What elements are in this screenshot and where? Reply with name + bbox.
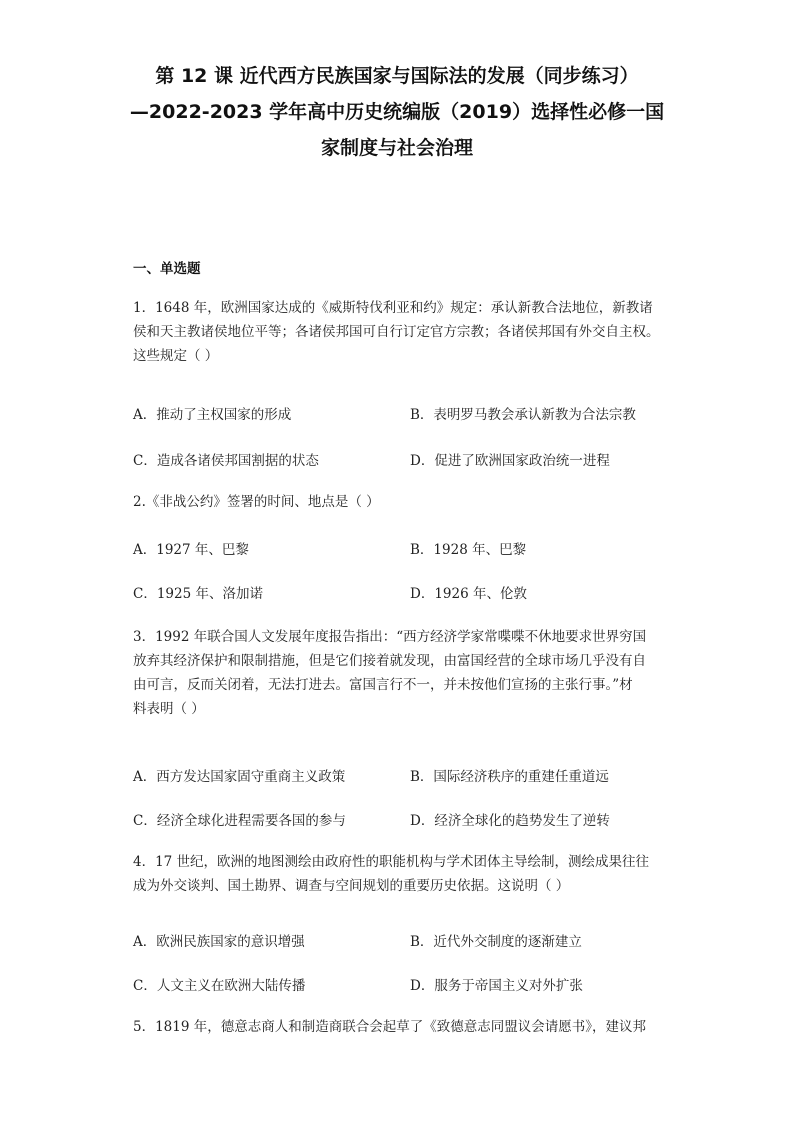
question-1-option-c[interactable]: C．造成各诸侯邦国割据的状态 bbox=[133, 453, 319, 469]
page-title bbox=[90, 58, 704, 166]
question-5-line-1: 5．1819 年，德意志商人和制造商联合会起草了《致德意志同盟议会请愿书》，建议邦 bbox=[133, 1019, 646, 1035]
question-4-line-2: 成为外交谈判、国土勘界、调查与空间规划的重要历史依据。这说明（ ） bbox=[133, 878, 570, 894]
title-line-3: 家制度与社会治理 bbox=[320, 137, 473, 159]
question-1-line-2: 侯和天主教诸侯地位平等；各诸侯邦国可自行订定官方宗教；各诸侯邦国有外交自主权。 bbox=[133, 324, 660, 340]
question-3 bbox=[133, 625, 673, 721]
question-3-line-3: 由可言，反而关闭着，无法打进去。富国言行不一，并未按他们宣扬的主张行事。”材 bbox=[133, 677, 633, 693]
question-2-option-b[interactable]: B．1928 年、巴黎 bbox=[410, 542, 527, 558]
question-3-line-4: 料表明（ ） bbox=[133, 701, 205, 717]
question-1-option-b[interactable]: B．表明罗马教会承认新教为合法宗教 bbox=[410, 407, 636, 423]
question-4-option-b[interactable]: B．近代外交制度的逐渐建立 bbox=[410, 934, 582, 950]
question-3-line-2: 放弃其经济保护和限制措施，但是它们接着就发现，由富国经营的全球市场几乎没有自 bbox=[133, 653, 646, 669]
question-3-option-b[interactable]: B．国际经济秩序的重建任重道远 bbox=[410, 769, 609, 785]
question-4 bbox=[133, 850, 673, 898]
title-line-1: 第 12 课 近代西方民族国家与国际法的发展（同步练习） bbox=[155, 65, 639, 87]
question-1-line-1: 1．1648 年，欧洲国家达成的《威斯特伐利亚和约》规定：承认新教合法地位，新教诸 bbox=[133, 300, 653, 316]
question-3-option-a[interactable]: A．西方发达国家固守重商主义政策 bbox=[133, 769, 346, 785]
title-line-2: —2022-2023 学年高中历史统编版（2019）选择性必修一国 bbox=[129, 101, 665, 123]
question-3-option-d[interactable]: D．经济全球化的趋势发生了逆转 bbox=[410, 813, 610, 829]
question-4-option-d[interactable]: D．服务于帝国主义对外扩张 bbox=[410, 978, 583, 994]
question-2-option-c[interactable]: C．1925 年、洛加诺 bbox=[133, 586, 263, 602]
question-1-option-d[interactable]: D．促进了欧洲国家政治统一进程 bbox=[410, 453, 610, 469]
question-3-line-1: 3．1992 年联合国人文发展年度报告指出：“西方经济学家常喋喋不休地要求世界穷国 bbox=[133, 629, 647, 645]
question-2-option-d[interactable]: D．1926 年、伦敦 bbox=[410, 586, 527, 602]
question-2 bbox=[133, 490, 673, 514]
question-4-option-a[interactable]: A．欧洲民族国家的意识增强 bbox=[133, 934, 305, 950]
question-2-line-1: 2.《非战公约》签署的时间、地点是（ ） bbox=[133, 494, 380, 510]
question-1-line-3: 这些规定（ ） bbox=[133, 348, 219, 364]
question-1 bbox=[133, 296, 673, 368]
question-4-option-c[interactable]: C．人文主义在欧洲大陆传播 bbox=[133, 978, 306, 994]
section-heading: 一、单选题 bbox=[133, 261, 201, 277]
question-3-option-c[interactable]: C．经济全球化进程需要各国的参与 bbox=[133, 813, 346, 829]
question-4-line-1: 4．17 世纪，欧洲的地图测绘由政府性的职能机构与学术团体主导绘制，测绘成果往往 bbox=[133, 854, 650, 870]
question-2-option-a[interactable]: A．1927 年、巴黎 bbox=[133, 542, 249, 558]
question-5 bbox=[133, 1015, 673, 1039]
question-1-option-a[interactable]: A．推动了主权国家的形成 bbox=[133, 407, 292, 423]
